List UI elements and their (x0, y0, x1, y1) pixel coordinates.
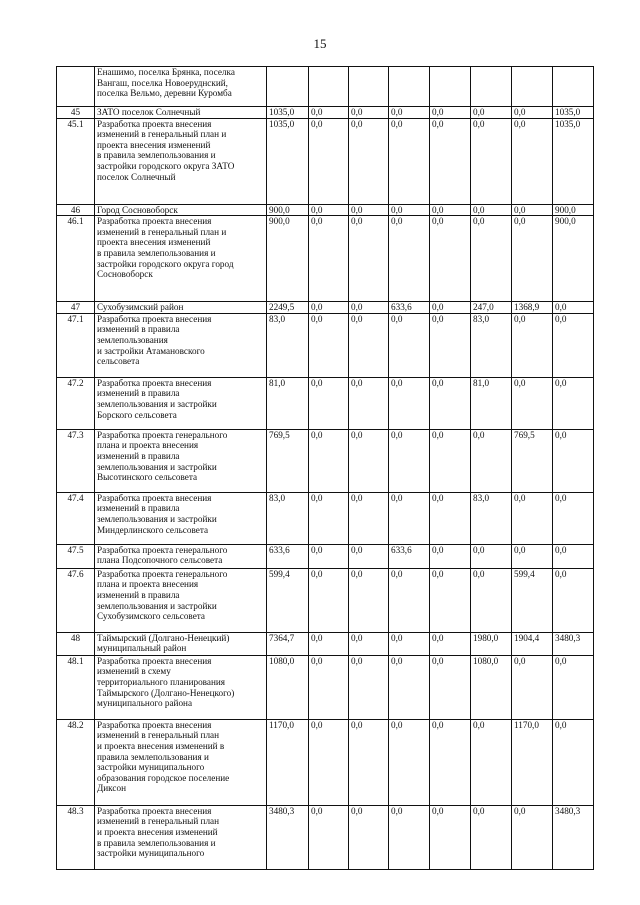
table-row (57, 544, 594, 568)
cell-year-5: 0,0 (471, 429, 512, 492)
cell-year-1: 0,0 (309, 313, 349, 377)
cell-year-5: 1980,0 (471, 632, 512, 655)
cell-year-2: 0,0 (349, 313, 389, 377)
cell-year-5: 0,0 (471, 805, 512, 869)
cell-year-4: 0,0 (430, 492, 471, 544)
cell-year-7: 1035,0 (553, 118, 594, 204)
cell-row-number: 48.3 (57, 805, 95, 869)
cell-total: 1035,0 (267, 107, 309, 119)
cell-year-1: 0,0 (309, 568, 349, 632)
cell-year-4: 0,0 (430, 118, 471, 204)
cell-total: 1170,0 (267, 719, 309, 805)
cell-year-1: 0,0 (309, 204, 349, 216)
cell-year-4: 0,0 (430, 377, 471, 429)
cell-year-5: 81,0 (471, 377, 512, 429)
cell-year-3: 0,0 (389, 805, 430, 869)
cell-total: 900,0 (267, 204, 309, 216)
cell-year-7: 0,0 (553, 568, 594, 632)
cell-row-title: Разработка проекта внесения изменений в генеральный план и проекта внесения изменений в правила землепользования и застройки городского округа ЗАТО поселок Солнечный (95, 118, 267, 204)
cell-row-title: Город Сосновоборск (95, 204, 267, 216)
cell-row-title: Разработка проекта внесения изменений в правила землепользования и застройки Атамановского сельсовета (95, 313, 267, 377)
cell-year-2: 0,0 (349, 632, 389, 655)
table-row (57, 118, 594, 204)
cell-year-5: 0,0 (471, 204, 512, 216)
cell-year-7: 0,0 (553, 655, 594, 719)
cell-year-5: 247,0 (471, 302, 512, 314)
cell-year-5: 0,0 (471, 107, 512, 119)
cell-year-3: 0,0 (389, 216, 430, 302)
cell-year-6: 0,0 (512, 655, 553, 719)
cell-year-1: 0,0 (309, 216, 349, 302)
cell-year-2: 0,0 (349, 107, 389, 119)
cell-year-4 (430, 67, 471, 107)
cell-total: 81,0 (267, 377, 309, 429)
cell-year-2 (349, 67, 389, 107)
table-row (57, 805, 594, 869)
cell-row-number: 47.4 (57, 492, 95, 544)
cell-row-title: Разработка проекта внесения изменений в генеральный план и проекта внесения изменений в правила землепользования и застройки муниципального образования городское поселение Диксон (95, 719, 267, 805)
cell-year-5: 1080,0 (471, 655, 512, 719)
cell-year-7: 0,0 (553, 544, 594, 568)
cell-year-7: 1035,0 (553, 107, 594, 119)
table-row (57, 632, 594, 655)
cell-row-number: 48.1 (57, 655, 95, 719)
cell-year-6: 0,0 (512, 216, 553, 302)
cell-row-number (57, 67, 95, 107)
cell-row-number: 46.1 (57, 216, 95, 302)
cell-row-number: 48.2 (57, 719, 95, 805)
cell-row-number: 45.1 (57, 118, 95, 204)
cell-year-5: 83,0 (471, 492, 512, 544)
cell-year-4: 0,0 (430, 805, 471, 869)
cell-year-3: 0,0 (389, 118, 430, 204)
cell-year-2: 0,0 (349, 568, 389, 632)
cell-year-3: 633,6 (389, 544, 430, 568)
cell-year-4: 0,0 (430, 719, 471, 805)
cell-year-5: 0,0 (471, 544, 512, 568)
cell-year-1: 0,0 (309, 429, 349, 492)
cell-year-7: 0,0 (553, 492, 594, 544)
cell-row-title: Разработка проекта генерального плана и проекта внесения изменений в правила землепользования и застройки Сухобузимского сельсовета (95, 568, 267, 632)
cell-year-7: 900,0 (553, 216, 594, 302)
cell-year-1: 0,0 (309, 377, 349, 429)
cell-year-6: 599,4 (512, 568, 553, 632)
cell-year-1: 0,0 (309, 719, 349, 805)
cell-year-3: 0,0 (389, 204, 430, 216)
cell-total: 7364,7 (267, 632, 309, 655)
budget-table (56, 66, 594, 870)
cell-year-4: 0,0 (430, 107, 471, 119)
table-row (57, 429, 594, 492)
cell-year-3: 0,0 (389, 568, 430, 632)
cell-year-3: 0,0 (389, 313, 430, 377)
cell-year-6: 1368,9 (512, 302, 553, 314)
cell-row-title: Разработка проекта внесения изменений в генеральный план и проекта внесения изменений в правила землепользования и застройки муниципального (95, 805, 267, 869)
cell-year-3: 0,0 (389, 377, 430, 429)
cell-row-number: 47.1 (57, 313, 95, 377)
cell-year-4: 0,0 (430, 632, 471, 655)
cell-row-number: 47.6 (57, 568, 95, 632)
cell-row-title: Разработка проекта внесения изменений в правила землепользования и застройки Миндерлинского сельсовета (95, 492, 267, 544)
cell-row-number: 46 (57, 204, 95, 216)
table-row (57, 719, 594, 805)
cell-row-title: Разработка проекта генерального плана и проекта внесения изменений в правила землепользования и застройки Высотинского сельсовета (95, 429, 267, 492)
cell-year-2: 0,0 (349, 544, 389, 568)
cell-year-7: 3480,3 (553, 632, 594, 655)
cell-year-6: 0,0 (512, 492, 553, 544)
cell-year-6: 1170,0 (512, 719, 553, 805)
cell-year-5: 0,0 (471, 719, 512, 805)
table-row (57, 216, 594, 302)
cell-year-1: 0,0 (309, 107, 349, 119)
table-row (57, 568, 594, 632)
page-number: 15 (313, 36, 327, 51)
cell-year-3: 0,0 (389, 492, 430, 544)
cell-year-7: 0,0 (553, 719, 594, 805)
cell-year-7: 900,0 (553, 204, 594, 216)
cell-total: 900,0 (267, 216, 309, 302)
cell-year-2: 0,0 (349, 429, 389, 492)
cell-total: 633,6 (267, 544, 309, 568)
cell-year-3: 0,0 (389, 632, 430, 655)
cell-year-5: 0,0 (471, 216, 512, 302)
cell-year-5: 0,0 (471, 118, 512, 204)
cell-total: 83,0 (267, 313, 309, 377)
cell-row-title: Разработка проекта внесения изменений в генеральный план и проекта внесения изменений в правила землепользования и застройки городского округа город Сосновоборск (95, 216, 267, 302)
cell-year-6 (512, 67, 553, 107)
cell-year-5 (471, 67, 512, 107)
cell-year-7: 0,0 (553, 429, 594, 492)
cell-year-7 (553, 67, 594, 107)
cell-total: 83,0 (267, 492, 309, 544)
cell-year-5: 0,0 (471, 568, 512, 632)
cell-row-number: 47 (57, 302, 95, 314)
cell-year-2: 0,0 (349, 216, 389, 302)
cell-total: 3480,3 (267, 805, 309, 869)
cell-total: 1080,0 (267, 655, 309, 719)
cell-row-title: Енашимо, поселка Брянка, поселка Вангаш, поселка Новоеруднский, поселка Вельмо, деревни Куромба (95, 67, 267, 107)
cell-year-7: 0,0 (553, 302, 594, 314)
cell-year-1: 0,0 (309, 805, 349, 869)
cell-year-6: 0,0 (512, 107, 553, 119)
table-row (57, 107, 594, 119)
cell-year-2: 0,0 (349, 805, 389, 869)
cell-year-2: 0,0 (349, 118, 389, 204)
cell-year-4: 0,0 (430, 302, 471, 314)
cell-year-7: 0,0 (553, 377, 594, 429)
cell-year-1: 0,0 (309, 655, 349, 719)
cell-year-6: 0,0 (512, 313, 553, 377)
cell-year-2: 0,0 (349, 204, 389, 216)
cell-row-title: Разработка проекта внесения изменений в схему территориального планирования Таймырского (Долгано-Ненецкого) муниципального района (95, 655, 267, 719)
cell-year-3: 0,0 (389, 107, 430, 119)
cell-row-title: Сухобузимский район (95, 302, 267, 314)
cell-year-6: 0,0 (512, 544, 553, 568)
table-row (57, 492, 594, 544)
cell-year-6: 0,0 (512, 805, 553, 869)
cell-year-1: 0,0 (309, 544, 349, 568)
cell-year-6: 0,0 (512, 377, 553, 429)
cell-year-4: 0,0 (430, 568, 471, 632)
cell-year-6: 769,5 (512, 429, 553, 492)
cell-year-4: 0,0 (430, 313, 471, 377)
cell-total: 769,5 (267, 429, 309, 492)
table-row (57, 302, 594, 314)
cell-row-title: ЗАТО поселок Солнечный (95, 107, 267, 119)
cell-total (267, 67, 309, 107)
table-row (57, 204, 594, 216)
cell-year-2: 0,0 (349, 302, 389, 314)
cell-year-2: 0,0 (349, 492, 389, 544)
cell-year-6: 1904,4 (512, 632, 553, 655)
cell-year-2: 0,0 (349, 655, 389, 719)
cell-row-number: 48 (57, 632, 95, 655)
cell-total: 1035,0 (267, 118, 309, 204)
cell-year-4: 0,0 (430, 204, 471, 216)
cell-row-number: 45 (57, 107, 95, 119)
cell-year-5: 83,0 (471, 313, 512, 377)
cell-year-1: 0,0 (309, 632, 349, 655)
cell-year-3: 0,0 (389, 429, 430, 492)
cell-row-title: Разработка проекта внесения изменений в правила землепользования и застройки Борского сельсовета (95, 377, 267, 429)
table-row (57, 313, 594, 377)
cell-row-number: 47.5 (57, 544, 95, 568)
cell-year-7: 3480,3 (553, 805, 594, 869)
cell-year-3: 0,0 (389, 719, 430, 805)
cell-year-1 (309, 67, 349, 107)
cell-year-3: 0,0 (389, 655, 430, 719)
table-row (57, 655, 594, 719)
table-row (57, 67, 594, 107)
cell-year-4: 0,0 (430, 544, 471, 568)
cell-total: 2249,5 (267, 302, 309, 314)
table-row (57, 377, 594, 429)
cell-year-1: 0,0 (309, 118, 349, 204)
cell-year-1: 0,0 (309, 492, 349, 544)
cell-row-number: 47.2 (57, 377, 95, 429)
cell-year-2: 0,0 (349, 377, 389, 429)
cell-row-number: 47.3 (57, 429, 95, 492)
cell-row-title: Таймырский (Долгано-Ненецкий) муниципальный район (95, 632, 267, 655)
cell-year-3: 633,6 (389, 302, 430, 314)
cell-year-7: 0,0 (553, 313, 594, 377)
cell-year-2: 0,0 (349, 719, 389, 805)
cell-year-6: 0,0 (512, 204, 553, 216)
cell-year-6: 0,0 (512, 118, 553, 204)
cell-year-4: 0,0 (430, 655, 471, 719)
cell-total: 599,4 (267, 568, 309, 632)
cell-year-4: 0,0 (430, 429, 471, 492)
cell-year-1: 0,0 (309, 302, 349, 314)
cell-year-4: 0,0 (430, 216, 471, 302)
cell-year-3 (389, 67, 430, 107)
cell-row-title: Разработка проекта генерального плана Подсопочного сельсовета (95, 544, 267, 568)
